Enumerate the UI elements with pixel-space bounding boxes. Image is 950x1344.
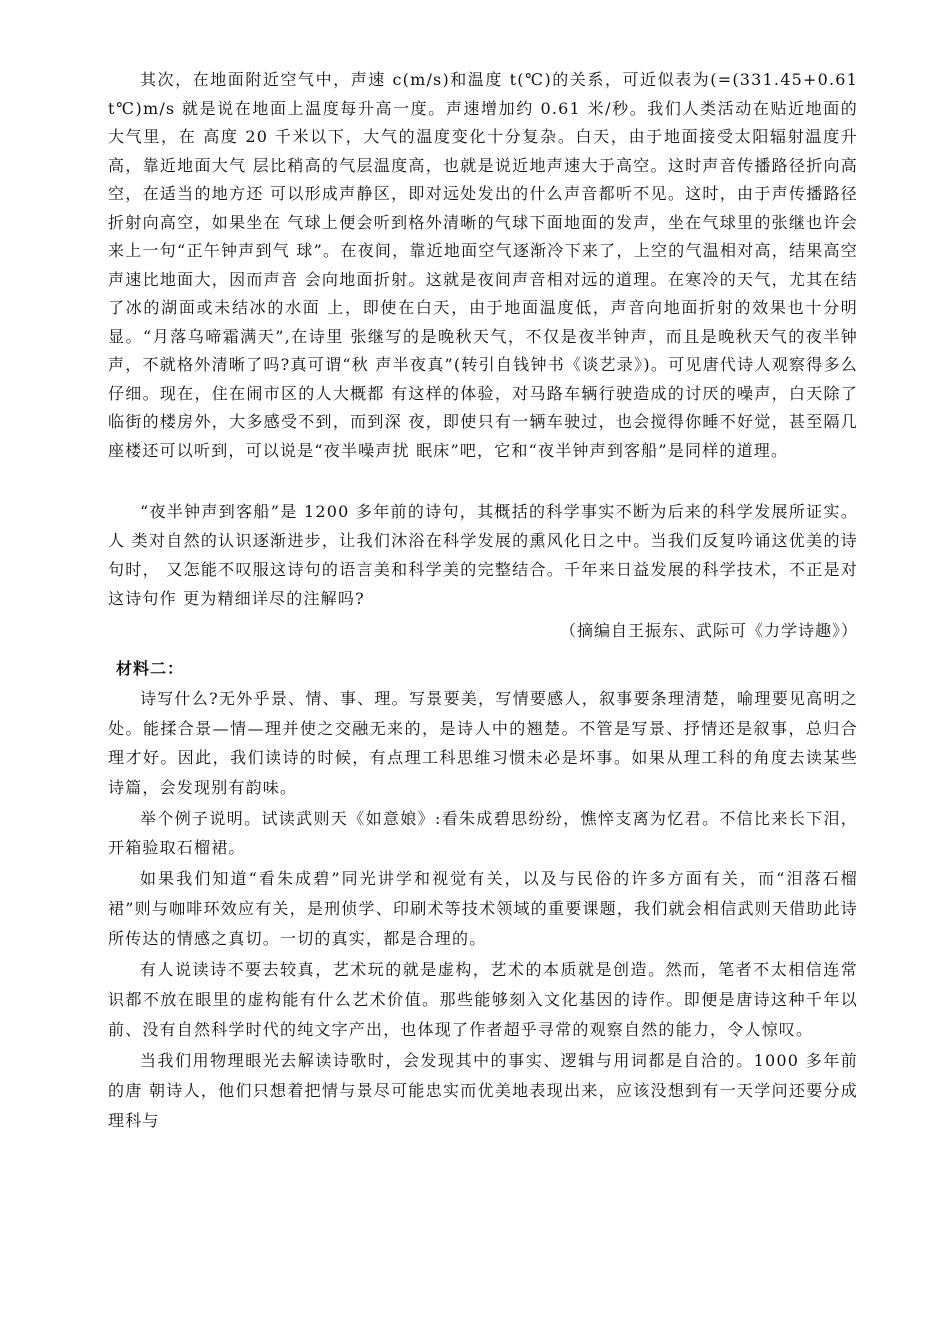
material2-paragraph-2: 举个例子说明。试读武则天《如意娘》:看朱成碧思纷纷，憔悴支离为忆君。不信比来长下泪，开箱验取石榴裙。 bbox=[108, 809, 858, 857]
material2-paragraph-1: 诗写什么?无外乎景、情、事、理。写景要美，写情要感人，叙事要条理清楚，喻理要见高明之处。能揉合景—情—理并使之交融无来的，是诗人中的翘楚。不管是写景、抒情还是叙事，总归合理才好。因此，我们读诗的时候，有点理工科思维习惯未必是坏事。如果从理工科的角度去读某些诗篇，会发现别有韵味。 bbox=[108, 689, 858, 797]
material2-heading: 材料二： bbox=[116, 659, 185, 678]
material2-paragraph-3: 如果我们知道“看朱成碧”同光讲学和视觉有关，以及与民俗的许多方面有关，而“泪落石榴裙”则与咖啡环效应有关，是刑侦学、印刷术等技术领域的重要课题，我们就会相信武则天借助此诗所传达的情感之真切。一切的真实，都是合理的。 bbox=[108, 869, 858, 948]
material2-paragraph-5: 当我们用物理眼光去解读诗歌时，会发现其中的事实、逻辑与用词都是自洽的。1000 多年前的唐 朝诗人，他们只想着把情与景尽可能忠实而优美地表现出来，应该没想到有一天学问还要分成理科与 bbox=[108, 1051, 858, 1130]
material1-paragraph-1: 其次，在地面附近空气中，声速 c(m/s)和温度 t(℃)的关系，可近似表为(=(331.45+0.61 t℃)m/s 就是说在地面上温度每升高一度。声速增加约 0.61 米/秒。我们人类活动在贴近地面的大气里，在 高度 20 千米以下，大气的温度变化十分复杂。白天，由于地面接受太阳辐射温度升高，靠近地面大气 层比稍高的气层温度高，也就是说近地声速大于高空。这时声音传播路径折向高空，在适当的地方还 可以形成声静区，即对远处发出的什么声音都听不见。这时，由于声传播路径折射向高空，如果坐在 气球上便会听到格外清晰的气球下面地面的发声，坐在气球里的张继也许会来上一句“正午钟声到气 球”。在夜间，靠近地面空气逐渐冷下来了，上空的气温相对高，结果高空声速比地面大，因而声音 会向地面折射。这就是夜间声音相对远的道理。在寒冷的天气，尤其在结了冰的湖面或未结冰的水面 上，即使在白天，由于地面温度低，声音向地面折射的效果也十分明显。“月落乌啼霜满天”,在诗里 张继写的是晚秋天气，不仅是夜半钟声，而且是晚秋天气的夜半钟声，不就格外清晰了吗?真可谓“秋 声半夜真”(转引自钱钟书《谈艺录》)。可见唐代诗人观察得多么仔细。现在，住在闹市区的人大概都 有这样的体验，对马路车辆行驶造成的讨厌的噪声，白天除了临街的楼房外，大多感受不到，而到深 夜，即使只有一辆车驶过，也会搅得你睡不好觉，甚至隔几座楼还可以听到，可以说是“夜半噪声扰 眠床”吧，它和“夜半钟声到客船”是同样的道理。 bbox=[108, 70, 858, 460]
material1-paragraph-2: “夜半钟声到客船”是 1200 多年前的诗句，其概括的科学事实不断为后来的科学发展所证实。人 类对自然的认识逐渐进步，让我们沐浴在科学发展的熏风化日之中。当我们反复吟诵这优美的诗句时， 又怎能不叹服这诗句的语言美和科学美的完整结合。千年来日益发展的科学技术，不正是对这诗句作 更为精细详尽的注解吗? bbox=[108, 502, 858, 608]
material1-source-citation: （摘编自王振东、武际可《力学诗趣》） bbox=[559, 621, 858, 640]
material2-paragraph-4: 有人说读诗不要去较真，艺术玩的就是虚构，艺术的本质就是创造。然而，笔者不太相信连常识都不放在眼里的虚构能有什么艺术价值。那些能够刻入文化基因的诗作。即便是唐诗这种千年以前、没有自然科学时代的纯文字产出，也体现了作者超乎寻常的观察自然的能力，令人惊叹。 bbox=[108, 960, 858, 1039]
